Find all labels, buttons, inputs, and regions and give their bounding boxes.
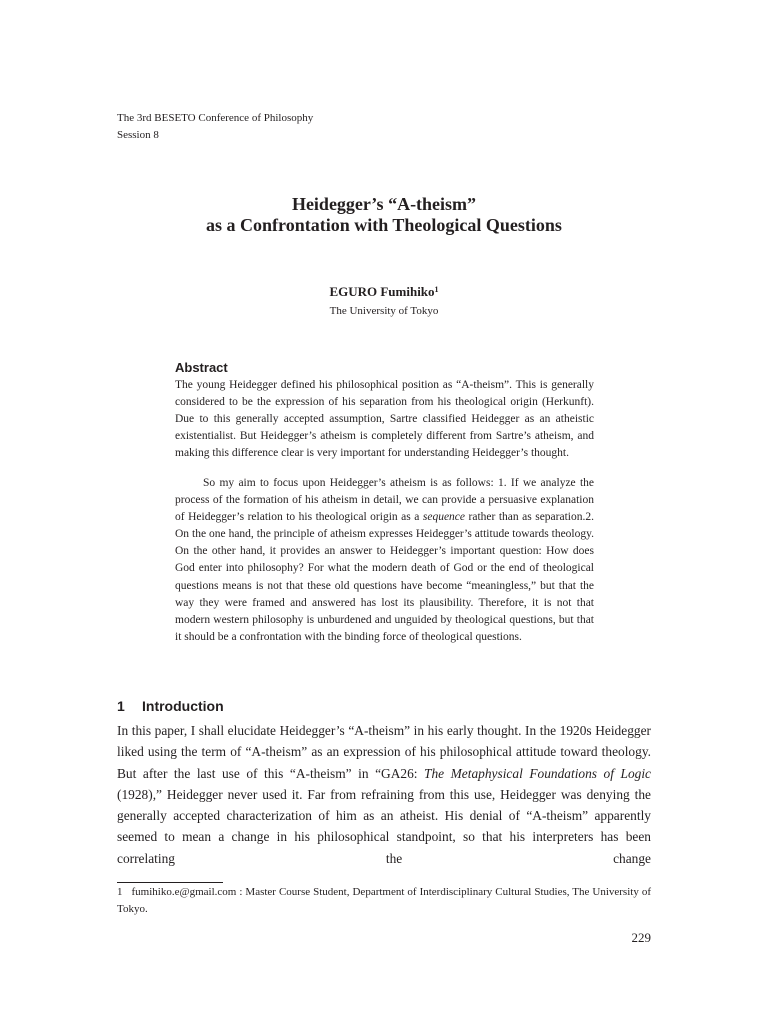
- page-number: 229: [631, 930, 651, 945]
- introduction-paragraph: [117, 720, 651, 869]
- abstract-paragraph-1: The young Heidegger defined his philosophical position as “A-theism”. This is generally considered to be the expression of his separation from his theological origin (Herkunft). Due to this generally accepted assumption, Sartre classified Heidegger as an atheistic existentialist. But Heidegger’s atheism is completely different from Sartre’s atheism, and making this difference clear is very important for understanding Heidegger’s thought.: [175, 379, 594, 460]
- author-affiliation: The University of Tokyo: [329, 305, 439, 317]
- author-name: [0, 284, 768, 300]
- section-number: 1: [117, 698, 125, 714]
- session-label: Session 8: [117, 129, 159, 141]
- abstract-p2-italic: sequence: [422, 511, 466, 524]
- abstract-p2-text-a: So my aim to focus upon Heidegger’s atheism is as follows: 1. If we analyze the process of the formation of his atheism in detail, we can provide a persuasive explanation of Heidegger’s relation to his theological origin as a: [175, 477, 594, 524]
- section-title: Introduction: [142, 698, 224, 714]
- footnote-divider: [117, 882, 223, 883]
- intro-text-b: (1928),” Heidegger never used it. Far from refraining from this use, Heidegger was denying the generally accepted characterization of him as an atheist. His denial of “A-theism” apparently seemed to mean a change in his philosophical standpoint, so that his interpreters has been correlating the change: [117, 786, 651, 866]
- footnote-number: 1: [117, 886, 123, 898]
- abstract-body: [175, 377, 594, 462]
- author-footnote-mark: 1: [434, 285, 439, 294]
- abstract-paragraph-2: [175, 475, 594, 646]
- section-heading: [117, 698, 224, 714]
- abstract-p2-text-b: rather than as separation.2. On the one hand, the principle of atheism expresses Heidegger’s attitude towards theology. On the other hand, it provides an answer to Heidegger’s important question: How does God enter into philosophy? For what the modern death of God or the end of theological questions means is not that these old questions have become “meaningless,” but that the way they were framed and answered has lost its plausibility. Therefore, it is not that modern western philosophy is unburdened and unguided by theological questions, but that it should be a confrontation with the binding force of theological questions.: [175, 511, 594, 643]
- paper-title-line-1: Heidegger’s “A-theism”: [291, 194, 477, 214]
- footnote-text: fumihiko.e@gmail.com : Master Course Student, Department of Interdisciplinary Cultural Studies, The University of Tokyo.: [117, 886, 651, 915]
- abstract-body-continued: [175, 475, 594, 646]
- footnote: [117, 884, 651, 918]
- conference-header: The 3rd BESETO Conference of Philosophy: [117, 112, 314, 124]
- intro-italic-title: The Metaphysical Foundations of Logic: [424, 765, 651, 781]
- author-name-text: EGURO Fumihiko: [329, 284, 435, 299]
- intro-text-a: In this paper, I shall elucidate Heidegger’s “A-theism” in his early thought. In the 1920s Heidegger liked using the term of “A-theism” as an expression of his philosophical attitude toward theology. But after the last use of this “A-theism” in “GA26:: [117, 723, 651, 781]
- paper-title-line-2: as a Confrontation with Theological Questions: [206, 215, 562, 235]
- abstract-heading: Abstract: [175, 360, 228, 375]
